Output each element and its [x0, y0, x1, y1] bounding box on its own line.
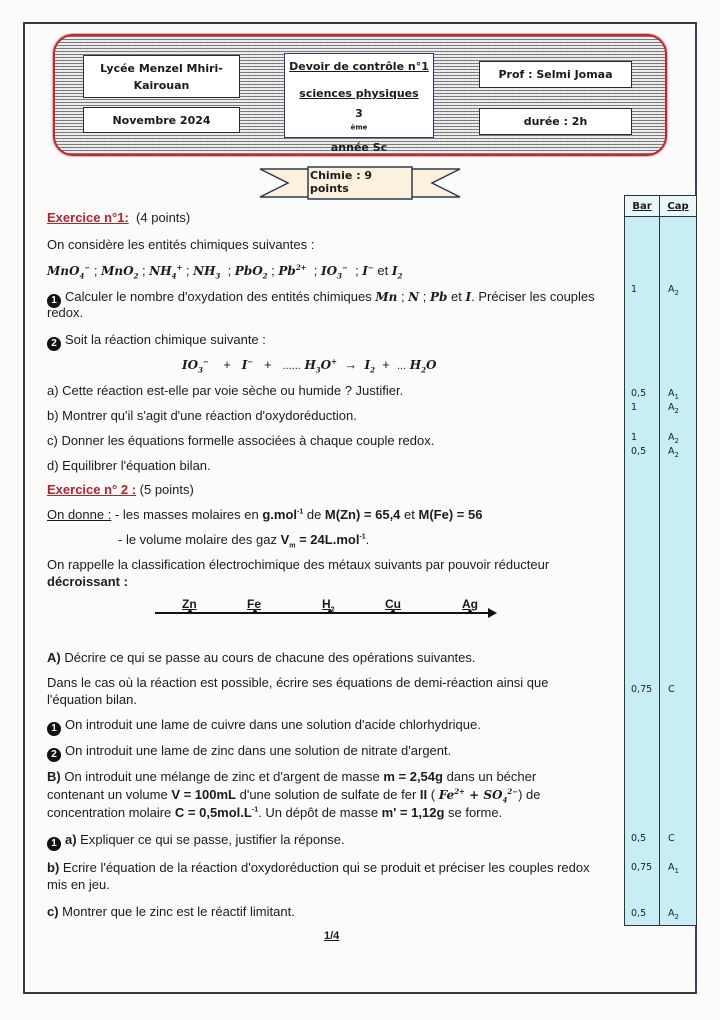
partB-q1a [47, 832, 345, 851]
element-mn: Mn [375, 290, 398, 304]
given1-unit: g.mol [262, 507, 297, 522]
recall-line-2: décroissant : [47, 574, 128, 589]
date-box [83, 107, 240, 133]
exercise1-intro: On considère les entités chimiques suivantes : [47, 237, 315, 252]
species-pb2: $Pb^{2+}$ [278, 263, 307, 278]
grading-column-bar [624, 195, 660, 926]
question-number-1-icon: 1 [47, 837, 61, 851]
partB-label: B) [47, 769, 61, 784]
question-number-2-icon: 2 [47, 337, 61, 351]
solution-volume: V = 100mL [171, 787, 236, 802]
given-label: On donne : [47, 507, 112, 522]
scale-label-fe: Fe [247, 597, 262, 611]
grade-bar-value: 1 [631, 432, 638, 443]
partB-qc [47, 904, 295, 920]
grade-cap-value: $A_2$ [668, 446, 679, 459]
species-pbo2: PbO$_2$ [234, 264, 268, 281]
partB-line-3 [47, 805, 502, 821]
exercise1-points: (4 points) [136, 210, 191, 225]
molar-mass-fe: M(Fe) = 56 [418, 507, 483, 522]
page-number: 1/4 [324, 930, 340, 942]
grade-cap-value: $A_2$ [668, 284, 679, 297]
exam-level [331, 105, 387, 156]
exam-duration: durée : 2h [523, 115, 588, 128]
q1-text-end: . Préciser les couples [471, 289, 595, 304]
qb-text: Ecrire l'équation de la réaction d'oxydoréduction qui se produit et préciser les couples redox [59, 860, 590, 875]
exercise1-qa: a) Cette réaction est-elle par voie sèche ou humide ? Justifier. [47, 383, 404, 398]
exercise1-q1: 1 Calculer le nombre d'oxydation des entités chimiques Mn ; N ; Pb et I. Préciser les couples [47, 289, 595, 308]
partA-line-3: l'équation bilan. [47, 692, 137, 707]
exam-title: Devoir de contrôle n°1 [289, 60, 429, 73]
grade-bar-value: 0,5 [631, 446, 647, 457]
grade-cap-value: $A_2$ [668, 402, 679, 415]
species-join: et [377, 263, 389, 278]
school-name: Lycée Menzel Mhiri- [100, 61, 223, 75]
element-pb: Pb [429, 290, 448, 304]
element-n: N [408, 290, 420, 304]
iron-oxidation-state: II [419, 787, 428, 802]
species-nh3: $NH_3$ [193, 264, 221, 281]
scale-label-cu: Cu [385, 597, 401, 611]
duration-box [479, 108, 632, 135]
molar-volume-sub: m [289, 542, 296, 550]
grade-bar-value: 1 [631, 284, 638, 295]
given1-text: - les masses molaires en [111, 507, 263, 522]
teacher-name: Prof : Selmi Jomaa [498, 68, 613, 81]
electrochemical-scale-axis [155, 612, 491, 614]
partA-text: Décrire ce qui se passe au cours de chacune des opérations suivantes. [60, 650, 476, 665]
partB-text-3: contenant un volume [47, 787, 172, 802]
species-mno4: MnO$_4$− [47, 263, 91, 281]
partB-text-2: dans un bécher [442, 769, 537, 784]
grade-cap-value: $A_2$ [668, 432, 679, 445]
reaction-equation: $IO_3^-$ + I− + ...... $H_3O^+ \to I_2$ + ... $H_2O$ [182, 357, 437, 375]
exam-subject: sciences physiques [299, 87, 419, 100]
grading-column-cap [659, 195, 697, 926]
exercise2-title: Exercice n° 2 : [47, 482, 137, 497]
level-superscript: ème [350, 123, 368, 132]
exercise1-q2 [47, 332, 266, 351]
exercise1-title: Exercice n°1: [47, 210, 129, 225]
exercise1-q1-cont: redox. [47, 305, 84, 320]
mixture-mass: m = 2,54g [383, 769, 443, 784]
partA-line-1 [47, 650, 476, 666]
qc-text: Montrer que le zinc est le réactif limitant. [58, 904, 295, 919]
deposit-mass: m' = 1,12g [381, 805, 445, 820]
partB-text-1: On introduit une mélange de zinc et d'argent de masse [60, 769, 384, 784]
grade-bar-value: 0,75 [631, 684, 653, 695]
molar-mass-zn: M(Zn) = 65,4 [324, 507, 401, 522]
exercise1-qc: c) Donner les équations formelle associées à chaque couple redox. [47, 433, 435, 448]
question-number-2-icon: 2 [47, 748, 61, 762]
concentration-sup: -1 [251, 806, 259, 814]
operation-1-text: On introduit une lame de cuivre dans une solution d'acide chlorhydrique. [65, 717, 481, 732]
scale-label-ag: Ag [462, 597, 478, 611]
school-box [83, 55, 240, 98]
given2-text: - le volume molaire des gaz [118, 532, 281, 547]
given1-unit-sup: -1 [297, 508, 304, 516]
question-number-1-icon: 1 [47, 294, 61, 308]
teacher-box [479, 61, 632, 88]
grading-header-bar: Bar [624, 195, 660, 217]
given-line-2 [118, 532, 369, 548]
partB-text-8: se forme. [444, 805, 503, 820]
partB-text-6: concentration molaire [47, 805, 175, 820]
partB-text-4: d'une solution de sulfate de fer [236, 787, 420, 802]
species-list: MnO$_4$− ; MnO$_2$ ; $NH_4^+$ ; $NH_3$ ; PbO$_2$ ; $Pb^{2+}$ ; $IO_3^-$ ; I− et $I_2$ [47, 263, 403, 281]
species-i2: $I_2$ [391, 264, 403, 281]
grade-bar-value: 0,5 [631, 833, 647, 844]
grading-header-cap: Cap [659, 195, 697, 217]
sulfate-ions: $Fe^{2+} + SO_4^{2-}$ [438, 787, 519, 805]
recall-line-1: On rappelle la classification électrochimique des métaux suivants par pouvoir réducteur [47, 557, 550, 572]
partB-text-7: . Un dépôt de masse [258, 805, 382, 820]
q1a-label: a) [65, 832, 77, 847]
given-line-1 [47, 507, 482, 523]
species-nh4: $NH_4^+$ [149, 263, 183, 281]
partB-paren: ( [427, 787, 439, 802]
exercise2-heading [47, 482, 194, 498]
grade-bar-value: 0,75 [631, 862, 653, 873]
partB-qb [47, 860, 590, 876]
grade-cap-value: $A_1$ [668, 388, 679, 401]
molar-volume-sup: -1 [359, 533, 366, 541]
species-mno2: MnO$_2$ [101, 264, 139, 281]
qb-label: b) [47, 860, 60, 875]
school-city: Kairouan [133, 78, 190, 92]
grade-bar-value: 1 [631, 402, 638, 413]
partA-operation-2 [47, 743, 451, 762]
q2-intro: Soit la réaction chimique suivante : [65, 332, 266, 347]
exam-info-box [284, 53, 434, 154]
partA-line-2: Dans le cas où la réaction est possible, écrire ses équations de demi-réaction ainsi que [47, 675, 549, 690]
given1-de: de [303, 507, 325, 522]
partB-line-1 [47, 769, 536, 785]
given1-et: et [400, 507, 419, 522]
operation-2-text: On introduit une lame de zinc dans une solution de nitrate d'argent. [65, 743, 452, 758]
level-text: année Sc [330, 141, 388, 154]
exercise1-heading [47, 210, 190, 226]
grade-bar-value: 0,5 [631, 908, 647, 919]
species-io3: $IO_3^-$ [321, 263, 348, 281]
exercise1-qb: b) Montrer qu'il s'agit d'une réaction d'oxydoréduction. [47, 408, 357, 423]
partA-operation-1 [47, 717, 481, 736]
element-i: I [465, 290, 472, 304]
section-title: Chimie : 9 points [310, 169, 373, 195]
partB-text-5: ) de [518, 787, 541, 802]
partB-line-2 [47, 787, 541, 803]
given2-end: . [365, 532, 370, 547]
species-iminus: I− [362, 263, 374, 278]
molar-volume-value: = 24L.mol [295, 532, 360, 547]
level-number: 3 [355, 107, 363, 120]
exercise2-points: (5 points) [139, 482, 194, 497]
q1-text: Calculer le nombre d'oxydation des entités chimiques [65, 289, 376, 304]
section-ribbon [250, 163, 470, 205]
scale-label-h: $H_2$ [322, 597, 335, 614]
partA-label: A) [47, 650, 61, 665]
q1a-text: Expliquer ce qui se passe, justifier la réponse. [76, 832, 345, 847]
qc-label: c) [47, 904, 59, 919]
partB-qb-cont: mis en jeu. [47, 877, 110, 892]
question-number-1-icon: 1 [47, 722, 61, 736]
grade-cap-value: C [668, 833, 675, 844]
molar-volume-symbol: V [280, 532, 290, 547]
grade-cap-value: $A_2$ [668, 908, 679, 921]
exercise1-qd: d) Equilibrer l'équation bilan. [47, 458, 211, 473]
grade-cap-value: C [668, 684, 675, 695]
grade-cap-value: $A_1$ [668, 862, 679, 875]
grade-bar-value: 0,5 [631, 388, 647, 399]
exam-date: Novembre 2024 [112, 113, 211, 127]
scale-label-zn: Zn [182, 597, 197, 611]
concentration: C = 0,5mol.L [174, 805, 252, 820]
scale-arrow-icon [488, 608, 497, 618]
